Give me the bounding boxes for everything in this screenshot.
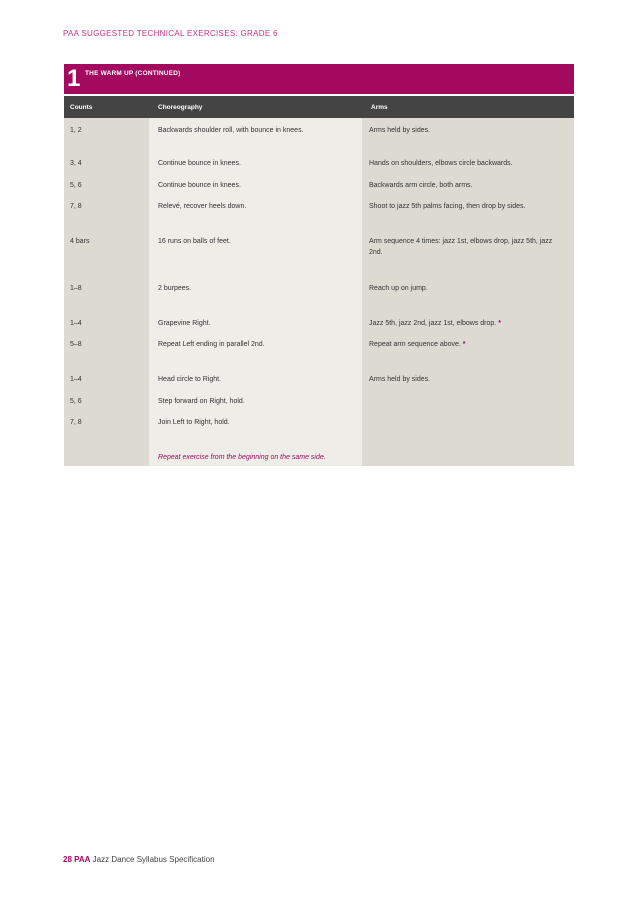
- table-header: [64, 96, 574, 118]
- table-cell-arms: Shoot to jazz 5th palms facing, then drop by sides.: [369, 203, 526, 210]
- table-cell-counts: 5, 6: [70, 182, 82, 189]
- table-cell-counts: 4 bars: [70, 238, 90, 245]
- table-cell-counts: 1–4: [70, 320, 82, 327]
- table-cell-arms: [369, 339, 564, 350]
- table-cell-counts: 7, 8: [70, 203, 82, 210]
- table-cell-choreography: 2 burpees.: [158, 285, 192, 292]
- table-cell-arms: Arm sequence 4 times: jazz 1st, elbows drop, jazz 5th, jazz 2nd.: [369, 238, 553, 256]
- section-number: 1: [67, 65, 81, 92]
- footer-title: Jazz Dance Syllabus Specification: [92, 855, 215, 864]
- table-cell-choreography: 16 runs on balls of feet.: [158, 238, 231, 245]
- table-cell-choreography: Step forward on Right, hold.: [158, 398, 245, 405]
- column-header-counts: Counts: [70, 104, 93, 111]
- table-cell-choreography: Join Left to Right, hold.: [158, 419, 230, 426]
- page-footer: [63, 855, 215, 864]
- table-cell-arms: Arms held by sides.: [369, 127, 431, 134]
- table-cell-choreography: Relevé, recover heels down.: [158, 203, 247, 210]
- table-cell-choreography: Repeat Left ending in parallel 2nd.: [158, 341, 265, 348]
- page-number: 28: [63, 855, 72, 864]
- table-cell-arms: Backwards arm circle, both arms.: [369, 182, 473, 189]
- table-cell-arms: Hands on shoulders, elbows circle backwards.: [369, 160, 513, 167]
- running-header: PAA SUGGESTED TECHNICAL EXERCISES: GRADE 6: [63, 29, 278, 38]
- table-cell-counts: 3, 4: [70, 160, 82, 167]
- table-cell-counts: 1, 2: [70, 127, 82, 134]
- table-cell-arms: Arms held by sides.: [369, 376, 431, 383]
- footer-org: PAA: [74, 855, 91, 864]
- repeat-note: Repeat exercise from the beginning on the same side.: [158, 454, 326, 461]
- table-cell-choreography: Backwards shoulder roll, with bounce in knees.: [158, 127, 304, 134]
- arms-text: Repeat arm sequence above.: [369, 341, 461, 348]
- table-cell-counts: 5–8: [70, 341, 82, 348]
- column-header-arms: Arms: [371, 104, 388, 111]
- section-title: THE WARM UP (CONTINUED): [85, 70, 181, 77]
- table-cell-counts: 5, 6: [70, 398, 82, 405]
- arms-text: Jazz 5th, jazz 2nd, jazz 1st, elbows drop.: [369, 320, 497, 327]
- table-cell-arms: [369, 318, 564, 329]
- table-cell-choreography: Continue bounce in knees.: [158, 182, 241, 189]
- asterisk-marker: *: [498, 320, 501, 327]
- table-cell-counts: 7, 8: [70, 419, 82, 426]
- asterisk-marker: *: [462, 341, 466, 348]
- table-cell-counts: 1–8: [70, 285, 82, 292]
- table-cell-choreography: Grapevine Right.: [158, 320, 211, 327]
- table-cell-arms: Reach up on jump.: [369, 285, 428, 292]
- section-banner: [64, 64, 574, 94]
- table-cell-counts: 1–4: [70, 376, 82, 383]
- table-cell-choreography: Continue bounce in knees.: [158, 160, 241, 167]
- column-header-choreography: Choreography: [158, 104, 203, 111]
- table-cell-choreography: Head circle to Right.: [158, 376, 222, 383]
